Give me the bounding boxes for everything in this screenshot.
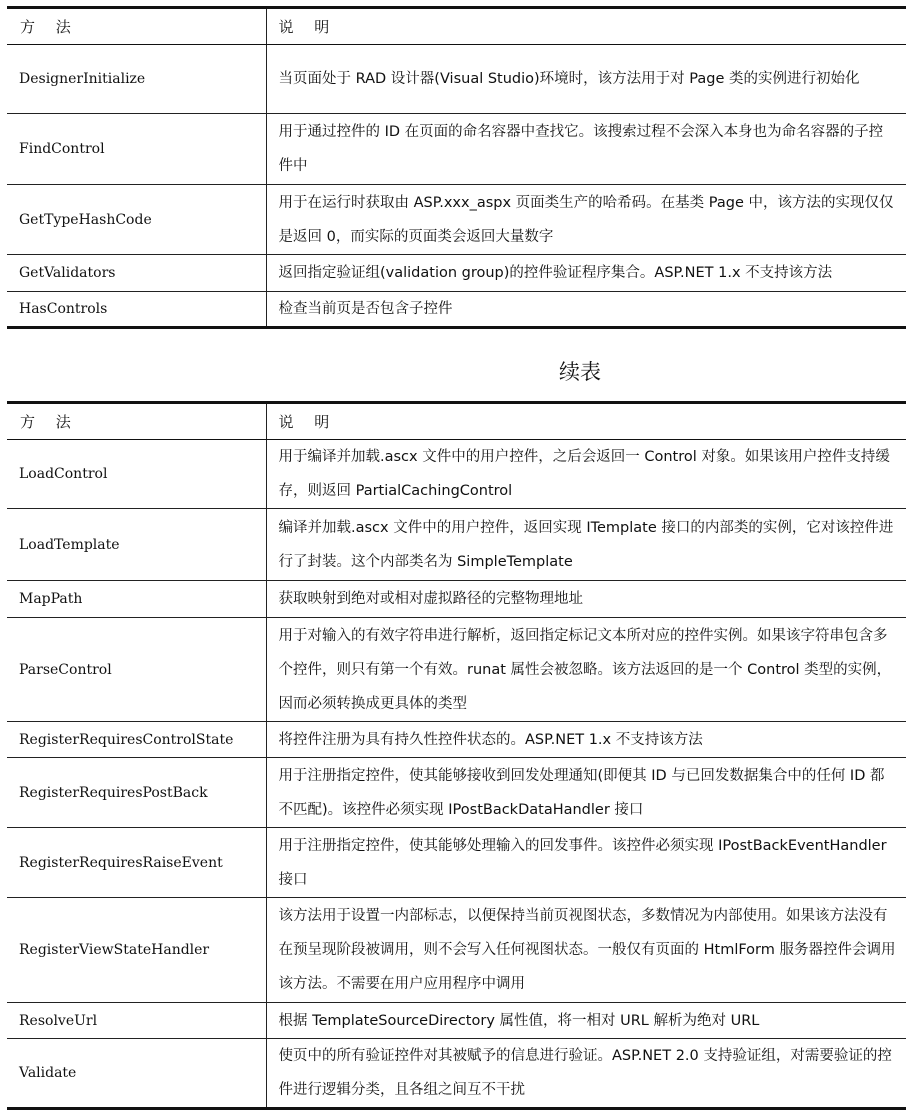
table-row: [7, 292, 906, 328]
table-row: [7, 45, 906, 114]
method-description: 将控件注册为具有持久性控件状态的。ASP.NET 1.x 不支持该方法: [266, 722, 906, 758]
method-name: ParseControl: [7, 618, 266, 722]
methods-table-part1: [7, 6, 906, 329]
table-row: [7, 758, 906, 828]
table-row: [7, 114, 906, 185]
method-name: Validate: [7, 1039, 266, 1109]
table-row: [7, 618, 906, 722]
table-row: [7, 509, 906, 581]
method-description: 返回指定验证组(validation group)的控件验证程序集合。ASP.NET 1.x 不支持该方法: [266, 255, 906, 292]
method-description: 获取映射到绝对或相对虚拟路径的完整物理地址: [266, 581, 906, 618]
table-row: [7, 255, 906, 292]
table-row: [7, 440, 906, 509]
continued-caption: 续表: [559, 360, 601, 384]
method-name: ResolveUrl: [7, 1003, 266, 1039]
method-name: DesignerInitialize: [7, 45, 266, 114]
table-row: [7, 828, 906, 898]
method-description: 使页中的所有验证控件对其被赋予的信息进行验证。ASP.NET 2.0 支持验证组，对需要验证的控件进行逻辑分类，且各组之间互不干扰: [266, 1039, 906, 1109]
method-name: RegisterRequiresRaiseEvent: [7, 828, 266, 898]
method-name: RegisterViewStateHandler: [7, 898, 266, 1003]
header-description: 说 明: [266, 403, 906, 440]
method-description: 用于在运行时获取由 ASP.xxx_aspx 页面类生产的哈希码。在基类 Page 中，该方法的实现仅仅是返回 0，而实际的页面类会返回大量数字: [266, 185, 906, 255]
table-row: [7, 185, 906, 255]
method-description: 用于注册指定控件，使其能够接收到回发处理通知(即便其 ID 与已回发数据集合中的任何 ID 都不匹配)。该控件必须实现 IPostBackDataHandler 接口: [266, 758, 906, 828]
method-name: LoadControl: [7, 440, 266, 509]
method-name: MapPath: [7, 581, 266, 618]
method-description: 用于注册指定控件，使其能够处理输入的回发事件。该控件必须实现 IPostBackEventHandler 接口: [266, 828, 906, 898]
method-description: 用于通过控件的 ID 在页面的命名容器中查找它。该搜索过程不会深入本身也为命名容器的子控件中: [266, 114, 906, 185]
table-row: [7, 898, 906, 1003]
method-description: 用于编译并加载.ascx 文件中的用户控件，之后会返回一 Control 对象。如果该用户控件支持缓存，则返回 PartialCachingControl: [266, 440, 906, 509]
table-row: [7, 722, 906, 758]
method-description: 编译并加载.ascx 文件中的用户控件，返回实现 ITemplate 接口的内部类的实例，它对该控件进行了封装。这个内部类名为 SimpleTemplate: [266, 509, 906, 581]
methods-table-part2: [7, 401, 906, 1110]
method-description: 检查当前页是否包含子控件: [266, 292, 906, 328]
method-name: FindControl: [7, 114, 266, 185]
header-description: 说 明: [266, 8, 906, 45]
table-header-row: [7, 8, 906, 45]
method-description: 根据 TemplateSourceDirectory 属性值，将一相对 URL 解析为绝对 URL: [266, 1003, 906, 1039]
method-description: 用于对输入的有效字符串进行解析，返回指定标记文本所对应的控件实例。如果该字符串包含多个控件，则只有第一个有效。runat 属性会被忽略。该方法返回的是一个 Control 类型的实例，因而必须转换成更具体的类型: [266, 618, 906, 722]
method-name: RegisterRequiresPostBack: [7, 758, 266, 828]
method-name: RegisterRequiresControlState: [7, 722, 266, 758]
table-row: [7, 581, 906, 618]
method-description: 该方法用于设置一内部标志，以便保持当前页视图状态，多数情况为内部使用。如果该方法没有在预呈现阶段被调用，则不会写入任何视图状态。一般仅有页面的 HtmlForm 服务器控件会调用该方法。不需要在用户应用程序中调用: [266, 898, 906, 1003]
method-description: 当页面处于 RAD 设计器(Visual Studio)环境时，该方法用于对 Page 类的实例进行初始化: [266, 45, 906, 114]
method-name: LoadTemplate: [7, 509, 266, 581]
table-header-row: [7, 403, 906, 440]
method-name: GetTypeHashCode: [7, 185, 266, 255]
header-method: 方 法: [7, 8, 266, 45]
table-row: [7, 1039, 906, 1109]
table-row: [7, 1003, 906, 1039]
method-name: HasControls: [7, 292, 266, 328]
header-method: 方 法: [7, 403, 266, 440]
method-name: GetValidators: [7, 255, 266, 292]
